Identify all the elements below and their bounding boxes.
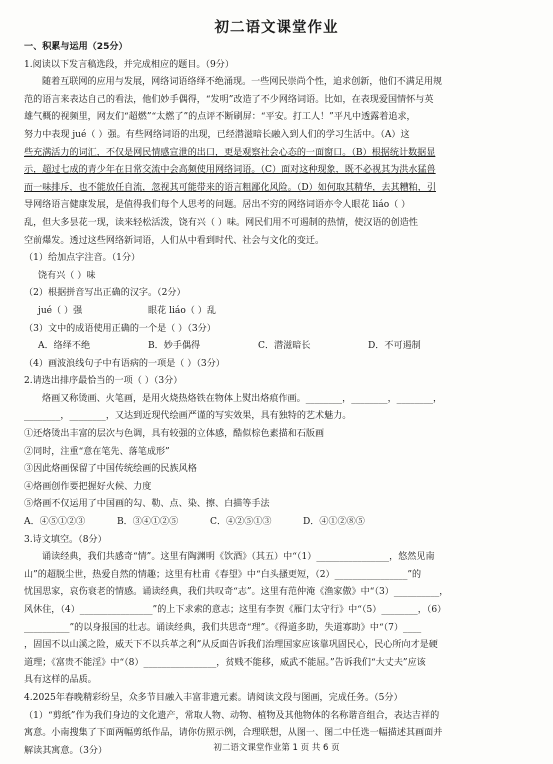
passage-line: 努力中表现 jué（ ）强。有些网络词语的出现，已经潜滋暗长融入到人们的学习生活中。（A）这: [24, 129, 410, 140]
question-2-passage-line: 烙画又称烫画、火笔画，是用火烧热烙铁在物体上熨出烙痕作画。________，________，________，: [42, 393, 443, 404]
poem-fill-line: 道理；《富贵不能淫》中“（8）________________，贫贱不能移，威武不能屈。”告诉我们“大丈夫”应该: [24, 657, 426, 668]
passage-line-wavy: 示，超过七成的青少年在日常交流中会高频使用网络词语。（C）面对这种现象，既不必视其为洪水猛兽: [24, 165, 436, 176]
option-c: C．④②⑤①③: [210, 517, 272, 528]
poem-fill-line: 诵读经典，我们共感奇“情”。这里有陶渊明《饮酒》（其五）中“（1）________________，悠然见南: [42, 552, 435, 563]
ordering-item: ②同时，注重“意在笔先、落笔成形”: [24, 446, 170, 457]
poem-fill-line: 风休住，（4）________________”的上下求索的意志；这里有李贺《雁门太守行》中“（5）________，（6）: [24, 605, 447, 615]
worksheet-content: [24, 39, 529, 760]
question-4-line: 解读其寓意。（3分）: [24, 745, 108, 756]
question-4-line: （1）“剪纸”作为我们身边的文化遗产，常取人物、动物、植物及其他物体的名称谐音组合，表达吉祥的: [24, 710, 440, 721]
question-4-line: 寓意。小南搜集了下面两幅剪纸作品，请你仿照示例，合理联想，从图一、图二中任选一幅描述其画面并: [24, 728, 443, 739]
poem-fill-line: 忧国思家，哀伤衰老的情感。诵读经典，我们共叹奇“志”。这里有范仲淹《渔家傲》中“（3）__________，: [24, 587, 449, 598]
poem-fill-line: 具有这样的品质。: [24, 675, 97, 686]
passage-line: 雄气概的视频里，网友们“超燃”“太燃了”的点评不断刷屏：“平安。打工人！”平凡中透露着追求，: [24, 112, 416, 123]
question-4-stem: 4.2025年春晚精彩纷呈，众多节目融入丰富非遗元素。请阅读文段与图画，完成任务。（5分）: [24, 692, 403, 703]
question-2-stem: 2.请选出排序最恰当的一项（ ）（3分）: [24, 376, 183, 387]
question-3-stem: 3.诗文填空。（8分）: [24, 534, 107, 545]
question-2-options: [24, 514, 529, 532]
ordering-item: ①还烙烫出丰富的层次与色调，具有较强的立体感，酷似棕色素描和石版画: [24, 429, 325, 440]
option-b: B．妙手偶得: [148, 341, 201, 352]
hanzi-item: jué（ ）强: [38, 305, 83, 316]
option-a: A．络绎不绝: [38, 341, 91, 352]
sub-question-3: （3）文中的成语使用正确的一个是（ ）（3分）: [24, 323, 216, 334]
question-1-stem: 1.阅读以下发言稿选段，并完成相应的题目。（9分）: [24, 59, 234, 70]
option-a: A．④⑤①②③: [24, 517, 86, 528]
option-d: D．不可遏制: [368, 341, 421, 352]
pinyin-answer-item: 饶有兴（ ）味: [38, 270, 96, 281]
ordering-item: ④烙画创作要把握好火候、力度: [24, 481, 152, 492]
sub-question-4: （4）画波浪线句子中有语病的一项是（ ）（3分）: [24, 358, 225, 369]
page-title: 初二语文课堂作业: [214, 20, 339, 36]
option-c: C．潜滋暗长: [258, 341, 311, 352]
option-b: B．③④①②⑤: [117, 517, 179, 528]
passage-line-wavy: 而一味排斥，也不能放任自流，忽视其可能带来的语言粗鄙化风险。（D）如何取其精华，去其糟粕，引: [24, 182, 436, 193]
passage-line-wavy: 些充满活力的词汇，不仅是网民情感宣泄的出口，更是观察社会心态的一面窗口。（B）根据统计数据显: [24, 147, 436, 158]
question-1-passage: [24, 74, 529, 250]
passage-line: 范的语言来表达自己的看法，他们妙手偶得，“发明”改造了不少网络词语。比如，在表现爱国情怀与英: [24, 94, 434, 105]
option-d: D．④①②⑧⑤: [303, 517, 365, 528]
passage-line: 随着互联网的应用与发展，网络词语络绎不绝涌现。一些网民崇尚个性，追求创新，他们不满足用规: [42, 77, 443, 88]
ordering-item: ③因此烙画保留了中国传统绘画的民族风格: [24, 464, 197, 475]
question-2-passage-line: ________，________，又达到近现代绘画严谨的写实效果，具有独特的艺术魅力。: [24, 411, 352, 422]
poem-fill-line: 山”的超脱尘世，热爱自然的情趣；这里有杜甫《春望》中“白头搔更短，（2）________________”的: [24, 569, 422, 580]
hanzi-answer-items: [24, 303, 529, 321]
sub-question-1: （1）给加点字注音。（1分）: [24, 253, 141, 264]
poem-fill-line: ，固国不以山溪之险，威天下不以兵革之利”从反面告诉我们治理国家应该靠巩固民心，民心所向才是硬: [24, 640, 438, 651]
passage-line: 导网络语言健康发展，是值得我们每个人思考的问题。居出不穷的网络词语亦令人眼花 liáo（ ）: [24, 200, 411, 211]
page-footer: 初二语文课堂作业第 1 页 共 6 页: [213, 743, 340, 753]
poem-fill-line: __________”的以身报国的壮志。诵读经典，我们共思奇“理”。《得道多助，失道寡助》中“（7）____: [24, 622, 422, 633]
hanzi-item: 眼花 liáo（ ）乱: [148, 305, 216, 316]
passage-line: 空前爆发。透过这些网络新词语，人们从中看到时代、社会与文化的变迁。: [24, 235, 325, 246]
ordering-item: ⑤烙画不仅运用了中国画的勾、勒、点、染、擦、白描等手法: [24, 499, 270, 510]
sub-question-2: （2）根据拼音写出正确的汉字。（2分）: [24, 288, 186, 299]
section-heading: 一、积累与运用（25分）: [24, 42, 128, 52]
sub-question-3-options: [24, 338, 529, 356]
passage-line: 乱，但大多昙花一现，读来轻松活泼，饶有兴（ ）味。网民们用不可遏制的热情，使汉语的创造性: [24, 217, 418, 228]
